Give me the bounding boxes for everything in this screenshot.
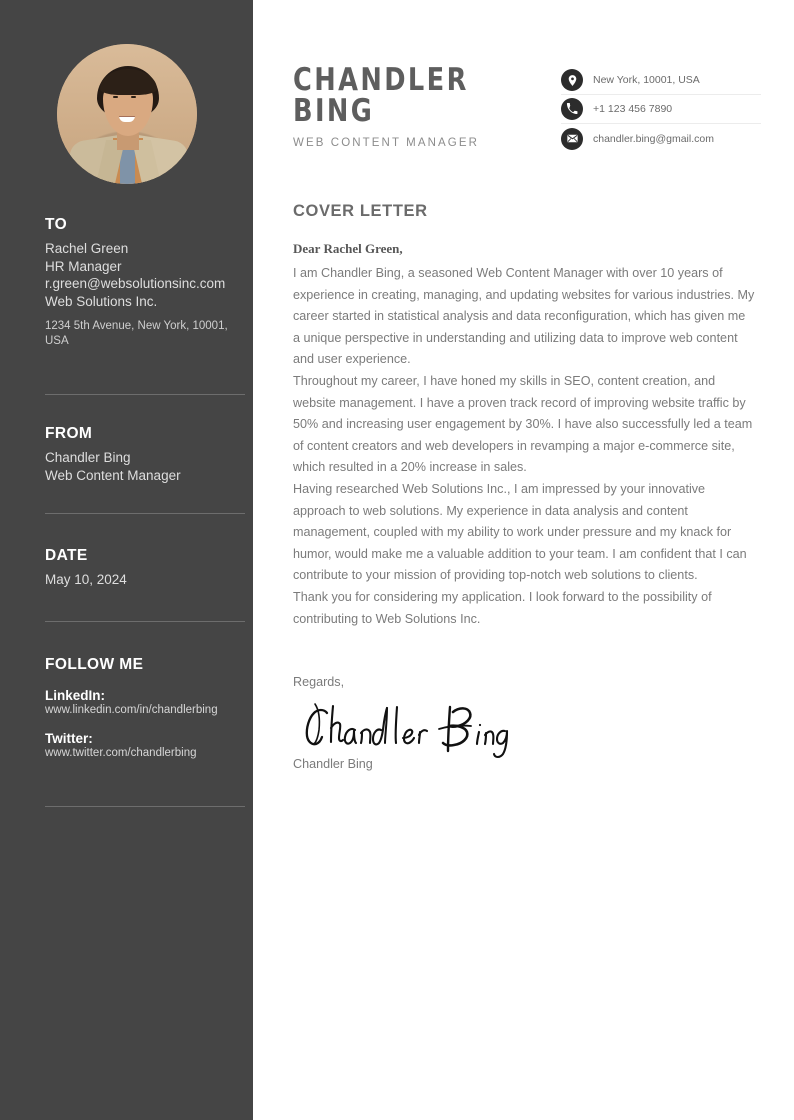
- location-pin-icon: [561, 69, 583, 91]
- signature-name: Chandler Bing: [293, 757, 373, 771]
- sidebar-section-follow: [45, 656, 245, 761]
- from-name: Chandler Bing: [45, 450, 131, 465]
- contact-row[interactable]: [561, 95, 761, 124]
- contact-row[interactable]: [561, 124, 761, 153]
- sidebar-section-date: [45, 547, 245, 589]
- envelope-icon: [561, 128, 583, 150]
- contact-email: chandler.bing@gmail.com: [593, 132, 714, 145]
- twitter-url[interactable]: www.twitter.com/chandlerbing: [45, 746, 197, 759]
- main-content: [253, 0, 794, 1120]
- sidebar-divider-4: [45, 806, 245, 807]
- salutation: Dear Rachel Green,: [293, 241, 403, 256]
- contact-location: New York, 10001, USA: [593, 74, 700, 86]
- page-title: COVER LETTER: [293, 202, 428, 220]
- job-title: WEB CONTENT MANAGER: [293, 137, 480, 149]
- letter-paragraph-3: Having researched Web Solutions Inc., I am impressed by your innovative approach to web solutions. My experience in data analysis and content management, coupled with my ability to work under pressure and my knack for humor, would make me a valuable addition to your team. I am confident that I can contribute to your mission of providing top-notch web solutions to clients.: [293, 482, 747, 582]
- to-email: r.green@websolutionsinc.com: [45, 276, 226, 291]
- from-heading: FROM: [45, 425, 93, 442]
- follow-heading: FOLLOW ME: [45, 656, 144, 673]
- signature-image: [293, 700, 518, 762]
- closing-line: Regards,: [293, 675, 345, 689]
- letter-paragraph-2: Throughout my career, I have honed my skills in SEO, content creation, and website management. I have a proven track record of improving website traffic by 50% and increasing user engagement by 30%. I have also successfully led a team of content creators and web developers in revamping a major e-commerce site, which resulted in a 20% increase in sales.: [293, 374, 753, 474]
- linkedin-url[interactable]: www.linkedin.com/in/chandlerbing: [45, 704, 218, 716]
- name-block: [293, 62, 484, 149]
- letter-paragraph-4: Thank you for considering my application. I look forward to the possibility of contributing to Web Solutions Inc.: [293, 590, 712, 626]
- sidebar-divider-1: [45, 394, 245, 395]
- from-role: Web Content Manager: [45, 467, 181, 483]
- date-value: May 10, 2024: [45, 572, 127, 587]
- sidebar-section-to: [45, 216, 245, 349]
- to-role: HR Manager: [45, 258, 122, 274]
- last-name: BING: [293, 93, 375, 129]
- to-company: Web Solutions Inc.: [45, 293, 158, 309]
- sidebar: [0, 0, 253, 1120]
- date-heading: DATE: [45, 547, 88, 564]
- avatar: [57, 44, 197, 184]
- contact-block: [561, 66, 761, 153]
- to-heading: TO: [45, 216, 68, 233]
- linkedin-label: LinkedIn:: [45, 688, 105, 703]
- twitter-label: Twitter:: [45, 730, 93, 746]
- to-name: Rachel Green: [45, 241, 129, 256]
- contact-row[interactable]: [561, 66, 761, 95]
- sidebar-divider-2: [45, 513, 245, 514]
- letter-paragraph-1: I am Chandler Bing, a seasoned Web Content Manager with over 10 years of experience in creating, managing, and updating websites for various industries. My career started in statistical analysis and data reconfiguration, which has given me a unique perspective in understanding and utilizing data to improve web content and user experience.: [293, 266, 755, 366]
- contact-phone: +1 123 456 7890: [593, 103, 673, 115]
- phone-icon: [561, 98, 583, 120]
- sidebar-section-from: [45, 425, 245, 484]
- avatar-photo: [57, 44, 197, 184]
- first-name: CHANDLER: [293, 62, 469, 98]
- sidebar-divider-3: [45, 621, 245, 622]
- to-address: 1234 5th Avenue, New York, 10001, USA: [45, 320, 228, 347]
